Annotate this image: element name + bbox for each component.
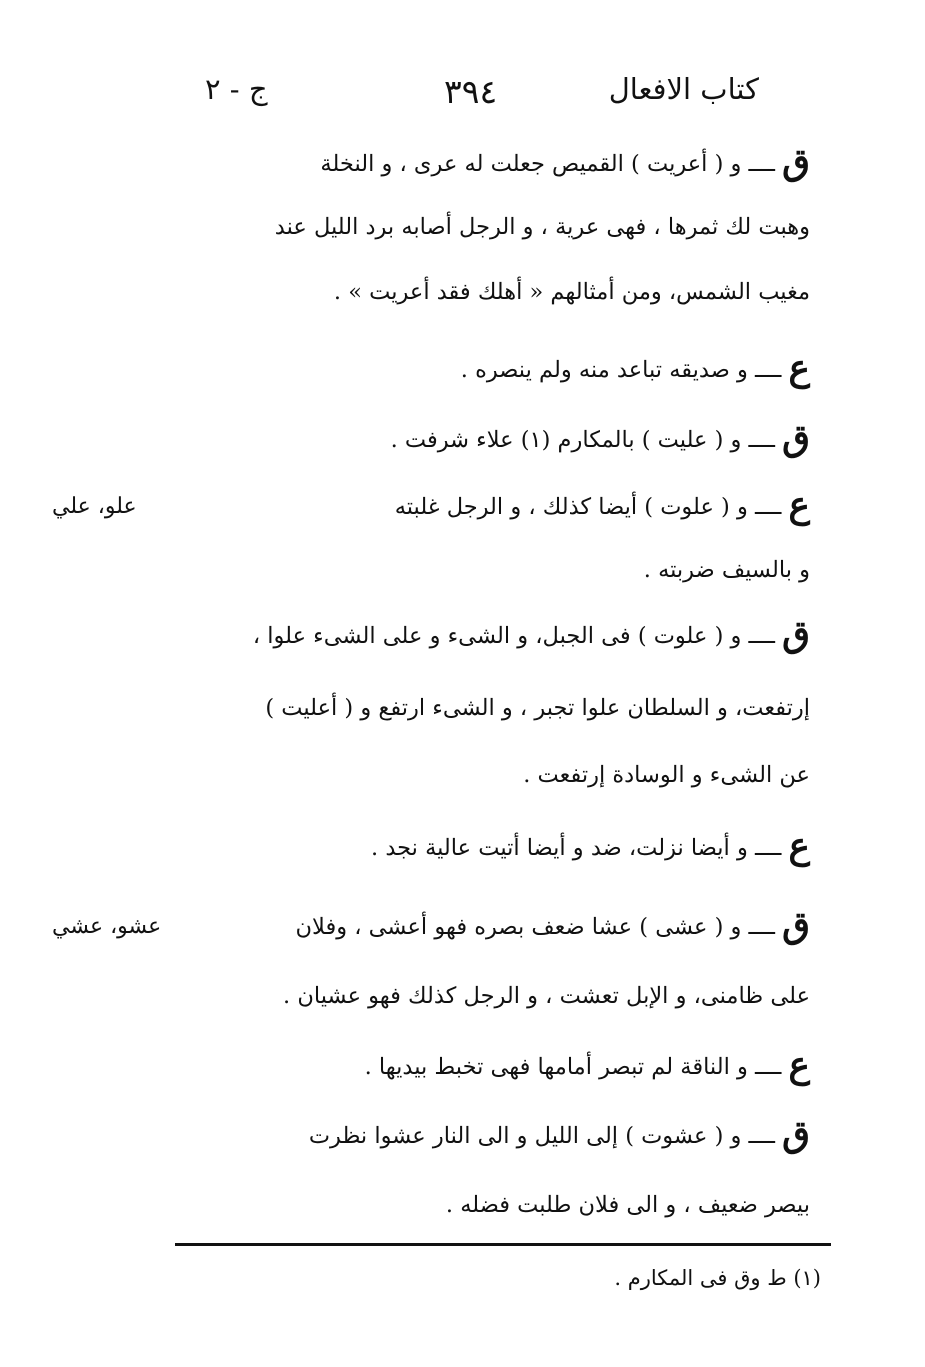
text-line: ق ــــ و ( علوت ) فى الجبل، و الشىء و على الشىء علوا ، [252,613,810,655]
line-text: و بالسيف ضربته . [643,557,810,583]
line-text: و ( أعريت ) القميص جعلت له عرى ، و النخلة [320,151,742,177]
text-line: ق ــــ و ( عليت ) بالمكارم (١) علاء شرفت . [390,417,810,459]
text-line: ق ــــ و ( أعريت ) القميص جعلت له عرى ، و النخلة [320,141,810,183]
line-text: و ( عشى ) عشا ضعف بصره فهو أعشى ، وفلان [295,914,742,940]
line-text: و الناقة لم تبصر أمامها فهى تخبط بيديها . [364,1054,748,1080]
line-text: و أيضا نزلت، ضد و أيضا أتيت عالية نجد . [371,835,748,861]
text-line: ع ــــ و الناقة لم تبصر أمامها فهى تخبط بيديها . [364,1044,810,1086]
entry-marker: ق [782,141,810,183]
line-text: عن الشىء و الوسادة إرتفعت . [523,762,810,788]
text-line: ع ــــ و ( علوت ) أيضا كذلك ، و الرجل غلبته [394,484,810,526]
line-text: إرتفعت، و السلطان علوا تجبر ، و الشىء ارتفع و ( أعليت ) [265,695,810,721]
text-line [110,1185,810,1225]
entry-marker: ع [788,347,810,389]
text-line: ع ــــ و أيضا نزلت، ضد و أيضا أتيت عالية نجد . [371,825,810,867]
margin-root-note: علو، علي [52,494,137,519]
entry-marker: ق [782,1113,810,1155]
footnote: (١) ط وق فى المكارم . [614,1266,821,1290]
entry-marker: ق [782,613,810,655]
text-line [110,755,810,795]
volume-label: ج - ٢ [205,72,268,106]
footnote-rule [175,1243,831,1246]
line-text: على ظامنى، و الإبل تعشت ، و الرجل كذلك فهو عشيان . [283,983,810,1009]
page-number: ٣٩٤ [444,72,498,111]
text-line: ق ــــ و ( عشى ) عشا ضعف بصره فهو أعشى ، وفلان [295,904,810,946]
text-line [110,550,810,590]
text-line: ع ــــ و صديقه تباعد منه ولم ينصره . [460,347,810,389]
line-text: و ( علوت ) فى الجبل، و الشىء و على الشىء علوا ، [252,623,742,649]
entry-marker: ق [782,417,810,459]
margin-root-note: عشو، عشي [52,914,162,939]
running-title: كتاب الافعال [608,72,759,106]
line-text: بيصر ضعيف ، و الى فلان طلبت فضله . [445,1192,810,1218]
line-text: و ( عشوت ) إلى الليل و الى النار عشوا نظرت [308,1123,742,1149]
text-line [110,976,810,1016]
entry-marker: ق [782,904,810,946]
line-text: وهبت لك ثمرها ، فهى عرية ، و الرجل أصابه برد الليل عند [274,214,810,240]
line-text: و صديقه تباعد منه ولم ينصره . [460,357,748,383]
text-line [110,688,810,728]
entry-marker: ع [788,484,810,526]
line-text: و ( عليت ) بالمكارم (١) علاء شرفت . [390,427,742,453]
line-text: مغيب الشمس، ومن أمثالهم « أهلك فقد أعريت » . [333,279,810,305]
line-text: و ( علوت ) أيضا كذلك ، و الرجل غلبته [394,494,748,520]
text-line [110,207,810,247]
entry-marker: ع [788,825,810,867]
entry-marker: ع [788,1044,810,1086]
text-line [110,272,810,312]
text-line: ق ــــ و ( عشوت ) إلى الليل و الى النار عشوا نظرت [308,1113,810,1155]
